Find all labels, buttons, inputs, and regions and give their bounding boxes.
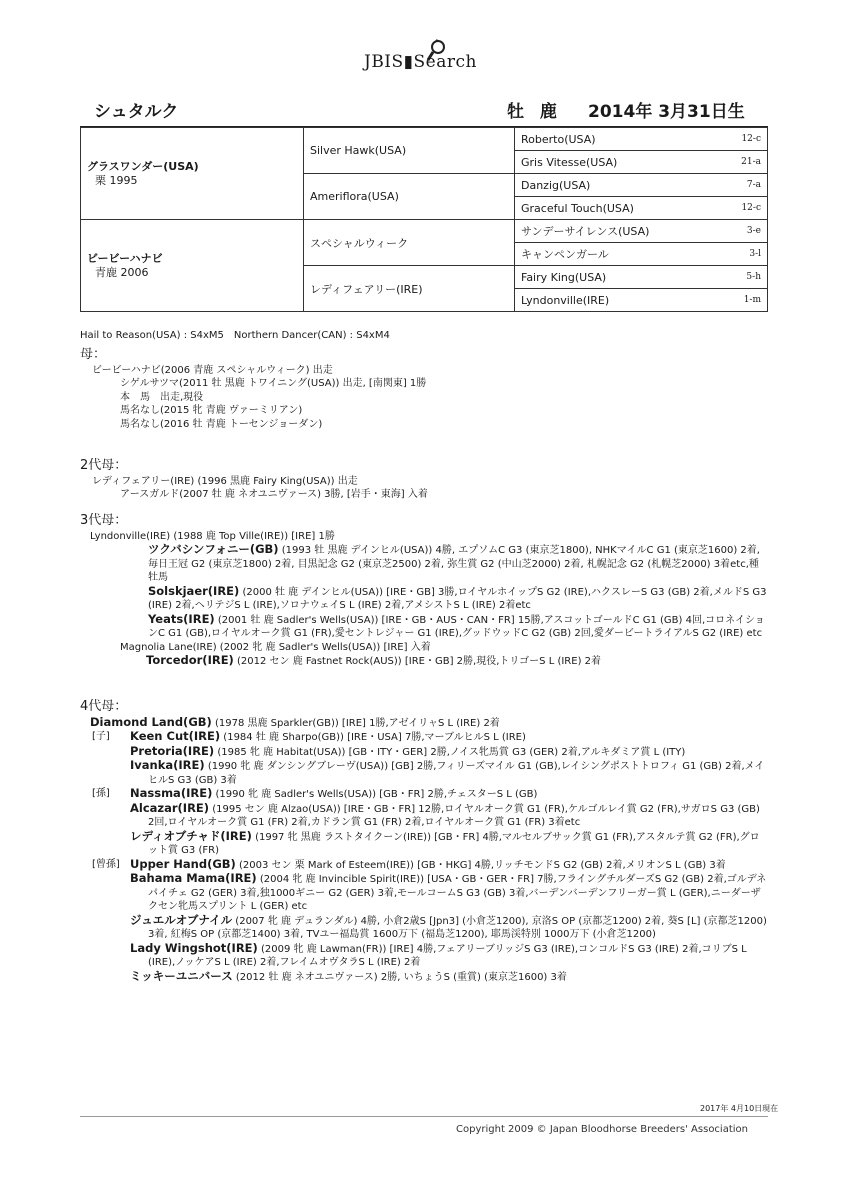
generation-tag: [子] — [92, 731, 110, 742]
pedigree-table — [80, 127, 768, 312]
offspring-entry: [曾孫] Upper Hand(GB) (2003 セン 栗 Mark of Esteem(IRE)) [GB・HKG] 4勝,リッチモンドS G2 (GB) 2着,メリオンS L (GB) 3着 — [92, 856, 726, 871]
offspring-entry: Bahama Mama(IRE) (2004 牝 鹿 Invincible Spirit(IRE)) [USA・GB・GER・FR] 7勝,フライングチルダーズS G2 (GB) 2着,ゴルデネパイチェ G2 (GER) 3着,独1000ギニー G2 (GER) 3着,モールコームS G3 (GB) 3着,バーデンバーデンフリーガー賞 L (GER),ニーダーザクセン牝馬スプリント L (GER) etc — [130, 871, 767, 912]
gg-family: 1-m — [719, 289, 768, 312]
offspring-entry: [孫] Nassma(IRE) (1990 牝 鹿 Sadler's Wells(USA)) [GB・FR] 2勝,チェスターS L (GB) — [92, 786, 538, 800]
mother-section — [80, 348, 768, 431]
dam-sire: スペシャルウィーク — [304, 220, 515, 266]
offspring-entry: Lady Wingshot(IRE) (2009 牝 鹿 Lawman(FR)) [IRE] 4勝,フェアリーブリッジS G3 (IRE),コンコルドS G3 (IRE) 2着,コリブS L (IRE),ノッケアS L (IRE) 2着,フレイムオヴタラS L (IRE) 2着 — [130, 940, 747, 968]
sibling-line: アースガルド(2007 牡 鹿 ネオユニヴァース) 3勝, [岩手・東海] 入着 — [120, 489, 428, 500]
gg-family: 3-e — [719, 220, 768, 243]
horse-name: シュタルク — [94, 102, 179, 122]
offspring-entry: Ivanka(IRE) (1990 牝 鹿 ダンシングブレーヴ(USA)) [GB] 2勝,フィリーズマイル G1 (GB),レイシングポストトロフィ G1 (GB) 2着,メイヒルS G3 (GB) 3着 — [130, 758, 765, 786]
gg-name: Danzig(USA) — [515, 174, 720, 197]
logo-text: JBIS▮Search — [364, 52, 477, 72]
sire-cell: グラスワンダー(USA) 栗 1995 — [81, 128, 304, 220]
offspring-entry: Yeats(IRE) (2001 牡 鹿 Sadler's Wells(USA)) [IRE・GB・AUS・CAN・FR] 15勝,アスコットゴールドC G1 (GB) 4回,コロネイションC G1 (GB),ロイヤルオーク賞 G1 (FR),愛セントレジャー G1 (IRE),グッドウッドC G2 (GB) 2回,愛ダービートライアルS G2 (IRE) etc — [148, 611, 765, 639]
gg-name: Gris Vitesse(USA) — [515, 151, 720, 174]
birth-date: 2014年 3月31日生 — [588, 102, 745, 122]
offspring-entry: Magnolia Lane(IRE) (2002 牝 鹿 Sadler's Wells(USA)) [IRE] 入着 — [120, 641, 431, 653]
dam-line: Lyndonville(IRE) (1988 鹿 Top Ville(IRE)) [IRE] 1勝 — [90, 530, 335, 542]
footer-divider — [80, 1116, 768, 1117]
inbreeding-cross: Hail to Reason(USA) : S4xM5 Northern Dancer(CAN) : S4xM4 — [80, 330, 390, 341]
gg-name: Lyndonville(IRE) — [515, 289, 720, 312]
generation-tag: [孫] — [92, 788, 110, 799]
gg-name: キャンペンガール — [515, 243, 720, 266]
generation-tag: [曾孫] — [92, 858, 120, 870]
offspring-entry: ジュエルオブナイル (2007 牝 鹿 デュランダル) 4勝, 小倉2歳S [Jpn3] (小倉芝1200), 京洛S OP (京都芝1200) 2着, 葵S [L] (京都芝1200) 3着, 紅梅S OP (京都芝1400) 3着, TVユー福島賞 1600万下 (福島芝1200), 耶馬渓特別 1000万下 (小倉芝1200) — [130, 912, 767, 940]
gg-name: Graceful Touch(USA) — [515, 197, 720, 220]
sibling-line: 馬名なし(2015 牝 青鹿 ヴァーミリアン) — [120, 405, 303, 416]
dam-dam: レディフェアリー(IRE) — [304, 266, 515, 312]
section-heading: 4代母： — [80, 699, 128, 714]
horse-header — [80, 92, 768, 128]
gg-name: Fairy King(USA) — [515, 266, 720, 289]
sire-dam: Ameriflora(USA) — [304, 174, 515, 220]
offspring-entry: Torcedor(IRE) (2012 セン 鹿 Fastnet Rock(AUS)) [IRE・GB] 2勝,現役,トリゴーS L (IRE) 2着 — [146, 653, 602, 667]
offspring-entry: Solskjaer(IRE) (2000 牡 鹿 デインヒル(USA)) [IRE・GB] 3勝,ロイヤルホイップS G2 (IRE),ハクスレーS G3 (GB) 2着,メルドS G3 (IRE) 2着,ヘリテジS L (IRE),ソロナウェイS L (IRE) 2着,アメシストS L (IRE) 2着etc — [148, 583, 767, 611]
gg-family: 5-h — [719, 266, 768, 289]
offspring-entry: ミッキーユニバース (2012 牡 鹿 ネオユニヴァース) 2勝, いちょうS (重賞) (東京芝1600) 3着 — [130, 968, 567, 983]
third-dam-section — [80, 514, 768, 669]
as-of-date: 2017年 4月10日現在 — [700, 1104, 779, 1113]
sex-color: 牡 鹿 — [507, 102, 557, 122]
offspring-entry: レディオブチャド(IRE) (1997 牝 黒鹿 ラストタイクーン(IRE)) [GB・FR] 4勝,マルセルブサック賞 G1 (FR),アスタルテ賞 G2 (FR),グロット賞 G3 (FR) — [130, 828, 760, 856]
dam-cell: ビービーハナビ 青鹿 2006 — [81, 220, 304, 312]
dam-line: レディフェアリー(IRE) (1996 黒鹿 Fairy King(USA)) 出走 — [92, 475, 358, 487]
gg-family: 21-a — [719, 151, 768, 174]
copyright: Copyright 2009 © Japan Bloodhorse Breeders' Association — [456, 1124, 748, 1135]
offspring-entry: Alcazar(IRE) (1995 セン 鹿 Alzao(USA)) [IRE・GB・FR] 12勝,ロイヤルオーク賞 G1 (FR),ケルゴルレイ賞 G2 (FR),サガロS G3 (GB) 2回,ロイヤルオーク賞 G1 (FR) 2着,カドラン賞 G1 (FR) 2着,ロイヤルオーク賞 G1 (FR) 3着etc — [130, 800, 760, 828]
sibling-line: 本 馬 出走,現役 — [120, 391, 204, 403]
section-heading: 3代母： — [80, 513, 128, 528]
offspring-entry: ツクバシンフォニー(GB) (1993 牡 黒鹿 デインヒル(USA)) 4勝, エプソムC G3 (東京芝1800), NHKマイルC G1 (東京芝1600) 2着, 毎日王冠 G2 (東京芝1800) 2着, 目黒記念 G2 (東京芝2500) 2着, 弥生賞 G2 (中山芝2000) 2着, 札幌記念 G2 (札幌芝2000) 3着etc,種牡馬 — [148, 542, 760, 583]
sibling-line: シゲルサツマ(2011 牡 黒鹿 トワイニング(USA)) 出走, [南関東] 1勝 — [120, 378, 427, 389]
section-heading: 母： — [80, 347, 107, 362]
offspring-entry: Pretoria(IRE) (1985 牝 鹿 Habitat(USA)) [GB・ITY・GER] 2勝,ノイス牝馬賞 G3 (GER) 2着,アルキダミア賞 L (ITY) — [130, 743, 686, 758]
gg-family: 3-l — [719, 243, 768, 266]
gg-name: サンデーサイレンス(USA) — [515, 220, 720, 243]
gg-name: Roberto(USA) — [515, 128, 720, 151]
offspring-entry: [子] Keen Cut(IRE) (1984 牡 鹿 Sharpo(GB)) [IRE・USA] 7勝,マーブルヒルS L (IRE) — [92, 729, 526, 743]
second-dam-section — [80, 459, 768, 502]
dam-line: Diamond Land(GB) (1978 黒鹿 Sparkler(GB)) [IRE] 1勝,アゼイリャS L (IRE) 2着 — [90, 714, 500, 729]
sire-sire: Silver Hawk(USA) — [304, 128, 515, 174]
gg-family: 7-a — [719, 174, 768, 197]
section-heading: 2代母： — [80, 458, 128, 473]
gg-family: 12-c — [719, 128, 768, 151]
jbis-logo — [362, 38, 492, 78]
sibling-line: 馬名なし(2016 牡 青鹿 トーセンジョーダン) — [120, 418, 323, 430]
dam-line: ビービーハナビ(2006 青鹿 スペシャルウィーク) 出走 — [92, 364, 333, 376]
gg-family: 12-c — [719, 197, 768, 220]
fourth-dam-section — [80, 700, 768, 984]
